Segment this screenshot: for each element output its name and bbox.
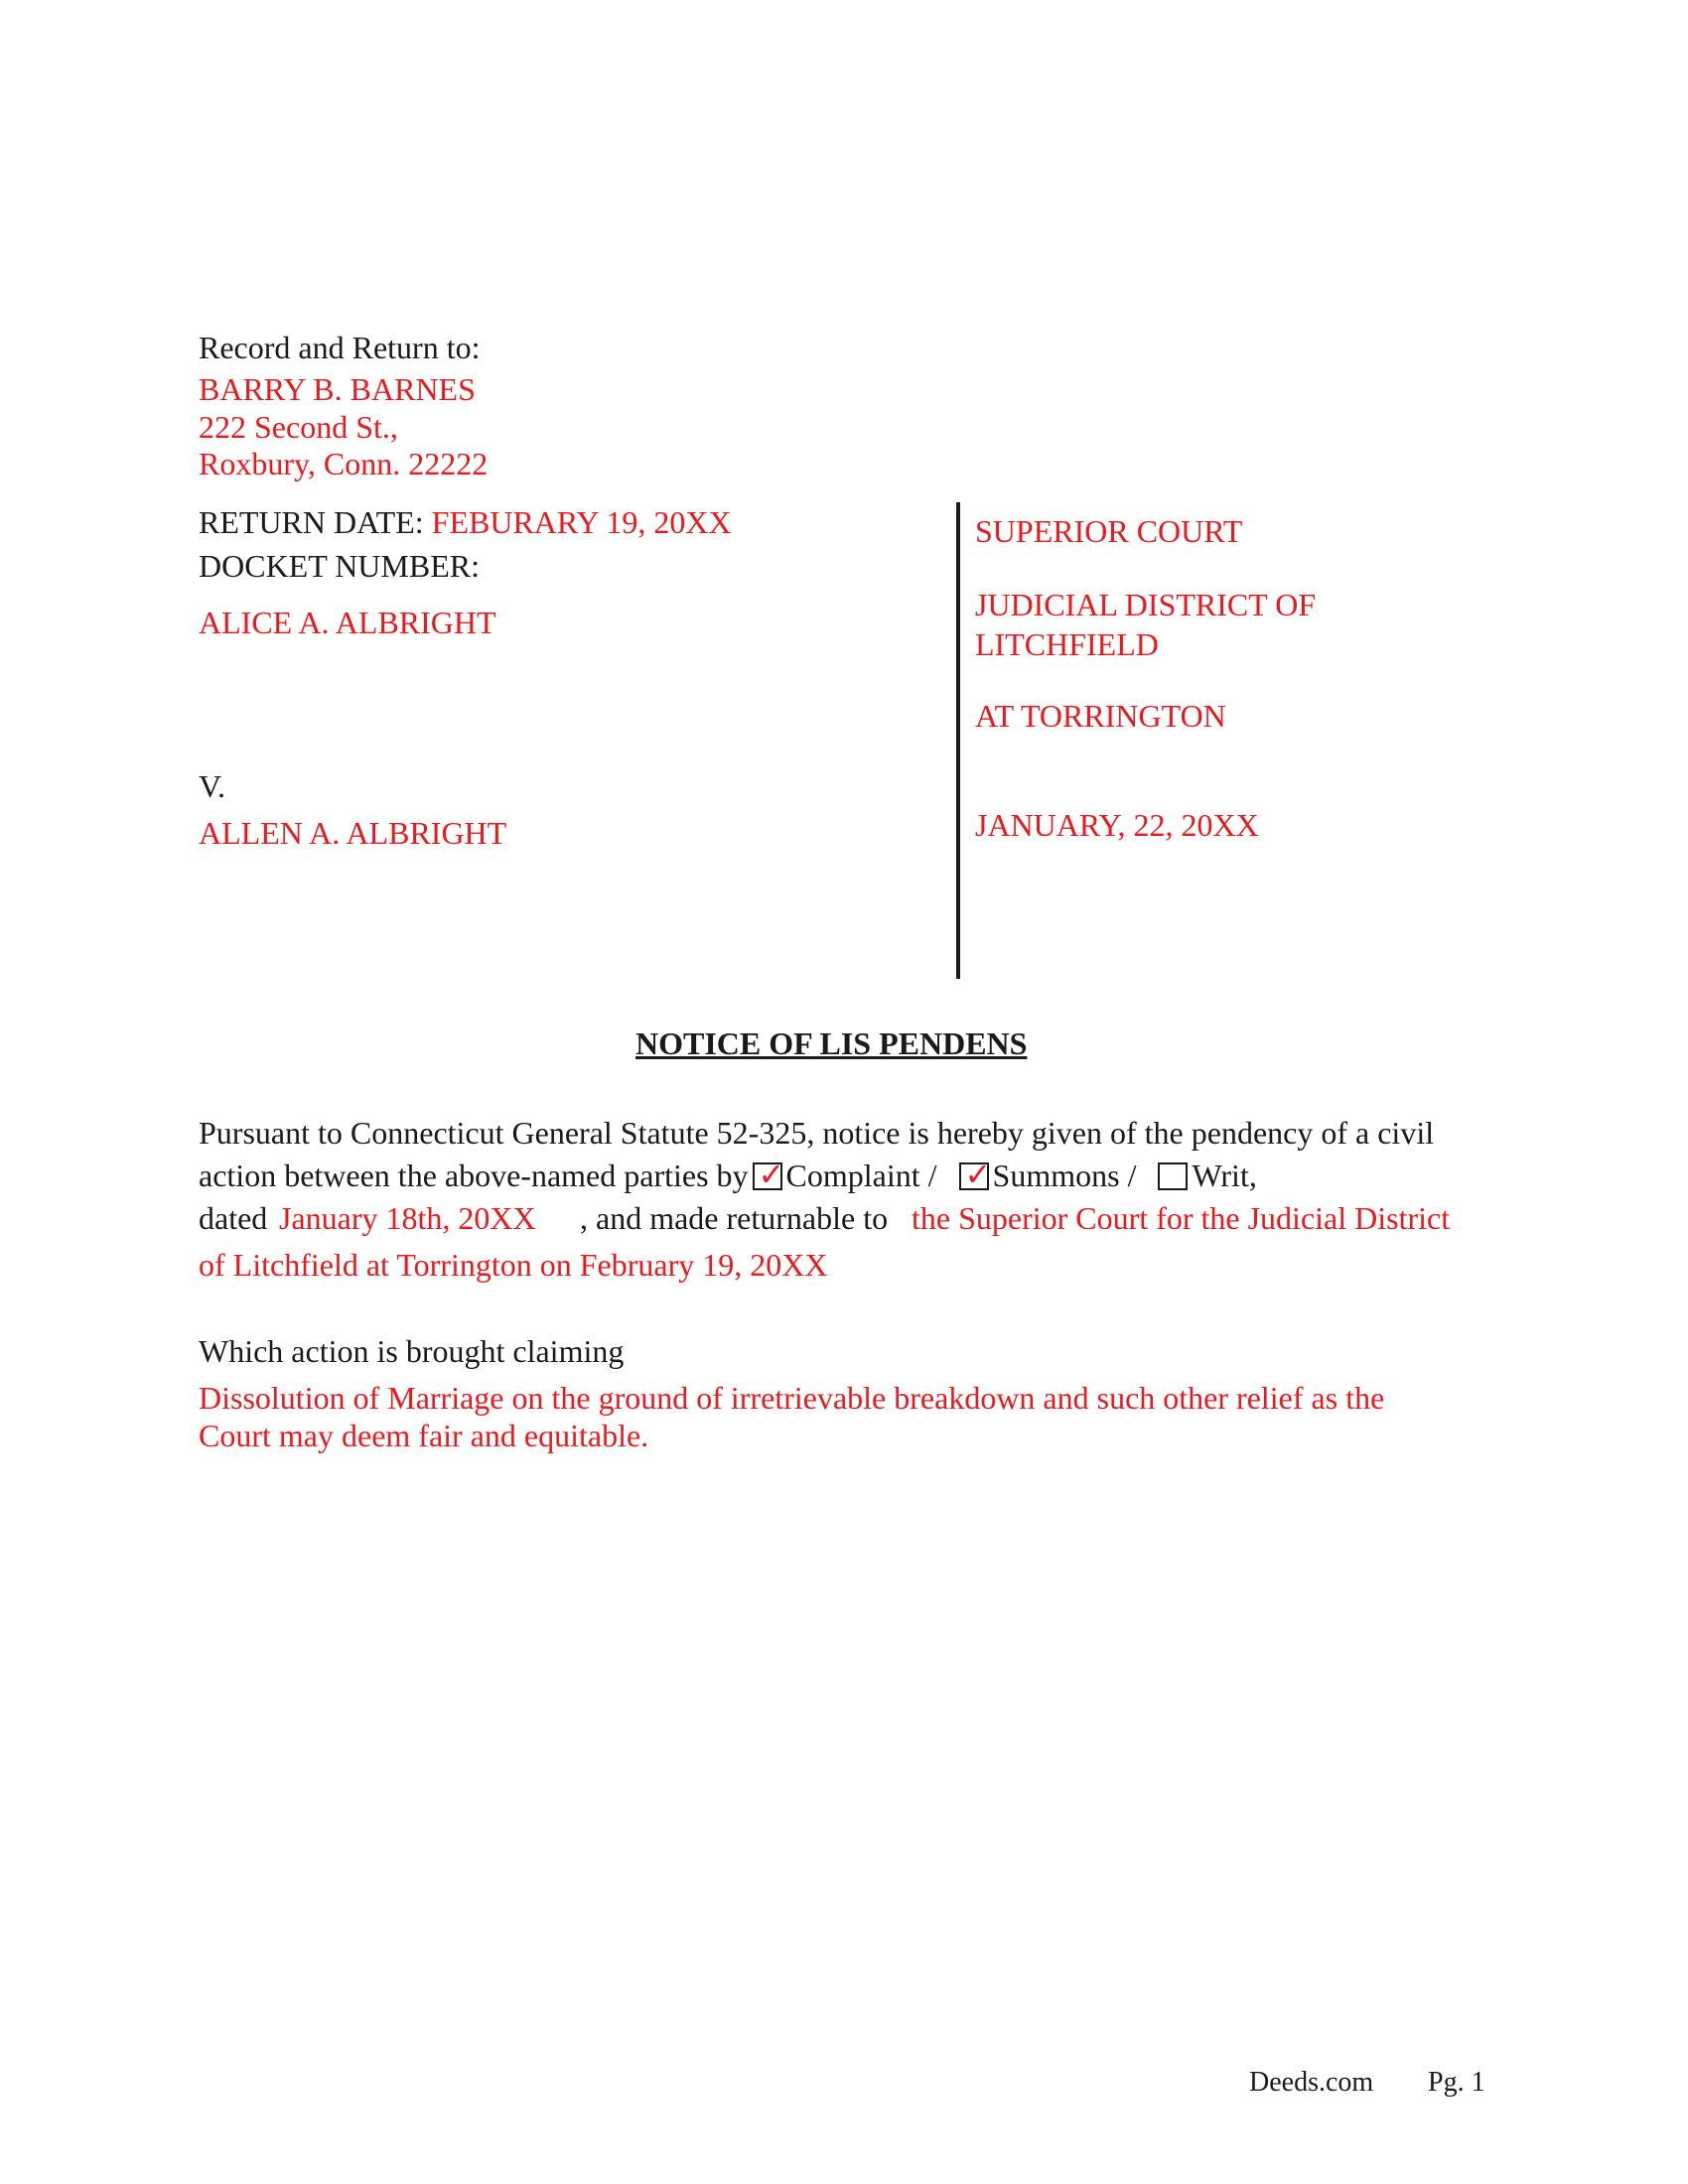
footer-site: Deeds.com <box>1249 2067 1374 2098</box>
document-title: NOTICE OF LIS PENDENS <box>635 1025 1028 1061</box>
court-name: SUPERIOR COURT <box>975 513 1243 549</box>
dated-value: January 18th, 20XX <box>279 1200 536 1236</box>
caption-divider <box>956 502 960 979</box>
dated-label: dated <box>199 1200 268 1236</box>
versus-label: V. <box>199 768 225 804</box>
return-date-label: RETURN DATE: <box>199 504 424 540</box>
summons-check-mark: ✓ <box>964 1157 992 1192</box>
record-return-label: Record and Return to: <box>199 330 481 365</box>
return-date-value: FEBURARY 19, 20XX <box>431 504 732 540</box>
defendant-name: ALLEN A. ALBRIGHT <box>199 815 507 851</box>
returnable-value-line1: the Superior Court for the Judicial District <box>912 1200 1451 1236</box>
claim-line1: Dissolution of Marriage on the ground of irretrievable breakdown and such other relief as the <box>199 1380 1385 1416</box>
body-line2 <box>199 1157 1257 1194</box>
summons-checkbox[interactable] <box>959 1157 992 1192</box>
claiming-label: Which action is brought claiming <box>199 1333 625 1369</box>
return-street: 222 Second St., <box>199 409 398 445</box>
footer-page: Pg. 1 <box>1428 2067 1485 2098</box>
claim-line2: Court may deem fair and equitable. <box>199 1418 649 1453</box>
return-date-line <box>199 503 732 541</box>
complaint-checkbox[interactable] <box>753 1157 785 1192</box>
body-line2-prefix: action between the above-named parties by <box>199 1158 749 1193</box>
plaintiff-name: ALICE A. ALBRIGHT <box>199 605 496 640</box>
district-line2: LITCHFIELD <box>975 626 1159 662</box>
court-location: AT TORRINGTON <box>975 698 1226 734</box>
complaint-check-mark: ✓ <box>758 1157 785 1192</box>
docket-number-label: DOCKET NUMBER: <box>199 548 480 584</box>
caption-date: JANUARY, 22, 20XX <box>975 807 1259 843</box>
return-city: Roxbury, Conn. 22222 <box>199 446 489 481</box>
complaint-label: Complaint / <box>785 1158 937 1193</box>
returnable-value-line2: of Litchfield at Torrington on February 19, 20XX <box>199 1247 828 1283</box>
district-line1: JUDICIAL DISTRICT OF <box>975 587 1317 622</box>
summons-label: Summons / <box>992 1158 1137 1193</box>
body-line1: Pursuant to Connecticut General Statute 52-325, notice is hereby given of the pendency of a civil <box>199 1115 1435 1151</box>
returnable-label: , and made returnable to <box>580 1200 889 1236</box>
writ-label: Writ, <box>1192 1158 1257 1193</box>
writ-checkbox[interactable] <box>1158 1162 1188 1190</box>
return-name: BARRY B. BARNES <box>199 371 476 407</box>
